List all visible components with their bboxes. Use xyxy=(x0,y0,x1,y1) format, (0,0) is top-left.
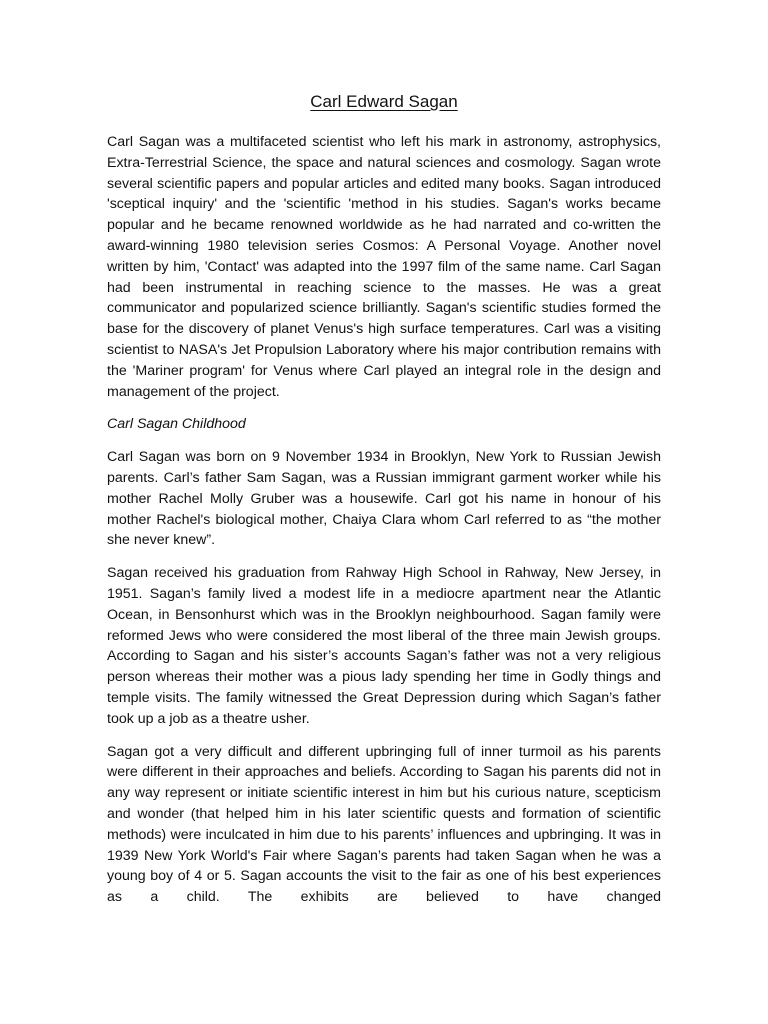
document-title: Carl Edward Sagan xyxy=(310,92,458,111)
birth-paragraph: Carl Sagan was born on 9 November 1934 in Brooklyn, New York to Russian Jewish parents. Carl’s father Sam Sagan, was a Russian immigrant garment worker while his mother Rachel Molly Gruber was a housewife. Carl got his name in honour of his mother Rachel's biological mother, Chaiya Clara whom Carl referred to as “the mother she never knew”. xyxy=(107,449,661,549)
intro-paragraph: Carl Sagan was a multifaceted scientist who left his mark in astronomy, astrophysics, Extra-Terrestrial Science, the space and natural sciences and cosmology. Sagan wrote several scientific papers and popular articles and edited many books. Sagan introduced 'sceptical inquiry' and the 'scientific 'method in his studies. Sagan's works became popular and he became renowned worldwide as he had narrated and co-written the award-winning 1980 television series Cosmos: A Personal Voyage. Another novel written by him, 'Contact' was adapted into the 1997 film of the same name. Carl Sagan had been instrumental in reaching science to the masses. He was a great communicator and popularized science brilliantly. Sagan's scientific studies formed the base for the discovery of planet Venus's high surface temperatures. Carl was a visiting scientist to NASA's Jet Propulsion Laboratory where his major contribution remains with the 'Mariner program' for Venus where Carl played an integral role in the design and management of the project. xyxy=(107,134,661,400)
upbringing-paragraph: Sagan got a very difficult and different upbringing full of inner turmoil as his parents were different in their approaches and beliefs. According to Sagan his parents did not in any way represent or initiate scientific interest in him but his curious nature, scepticism and wonder (that helped him in his later scientific quests and formation of scientific methods) were inculcated in him due to his parents’ influences and upbringing. It was in 1939 New York World's Fair where Sagan’s parents had taken Sagan when he was a young boy of 4 or 5. Sagan accounts the visit to the fair as one of his best experiences as a child. The exhibits are believed to have changed xyxy=(107,743,661,906)
section-heading-childhood: Carl Sagan Childhood xyxy=(107,416,246,433)
document-page xyxy=(107,92,661,920)
education-paragraph: Sagan received his graduation from Rahway High School in Rahway, New Jersey, in 1951. Sagan’s family lived a modest life in a mediocre apartment near the Atlantic Ocean, in Bensonhurst which was in the Brooklyn neighbourhood. Sagan family were reformed Jews who were considered the most liberal of the three main Jewish groups. According to Sagan and his sister’s accounts Sagan’s father was not a very religious person whereas their mother was a pious lady spending her time in Godly things and temple visits. The family witnessed the Great Depression during which Sagan’s father took up a job as a theatre usher. xyxy=(107,565,661,727)
